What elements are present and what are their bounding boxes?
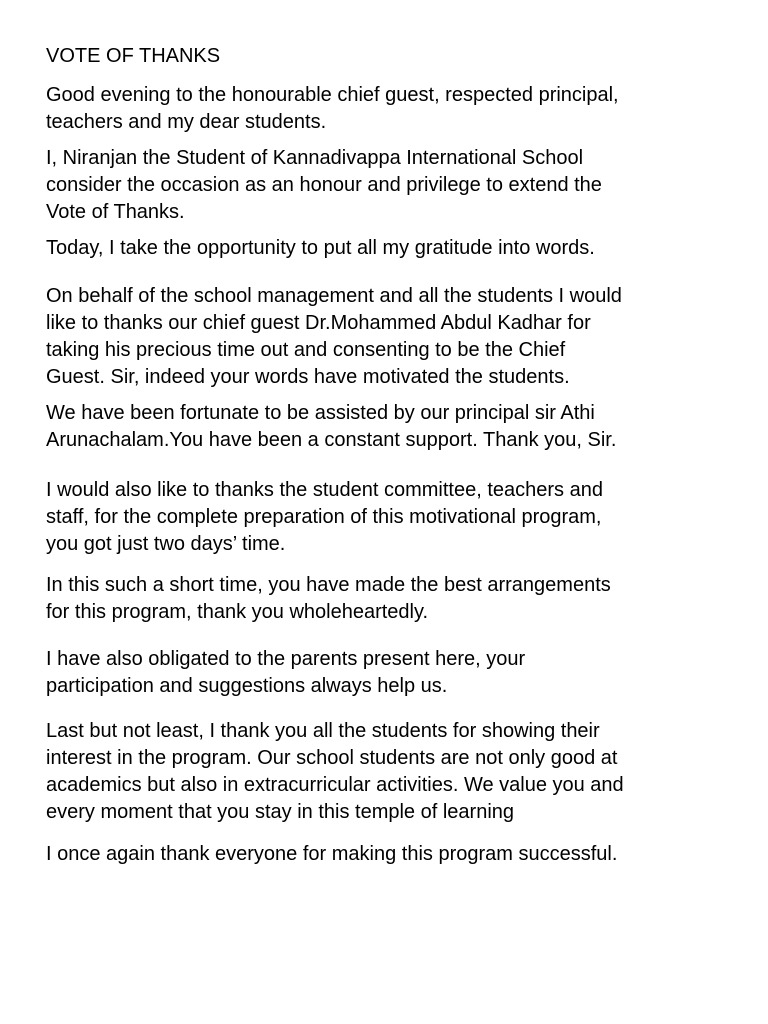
paragraph-line: I once again thank everyone for making this program successful. — [46, 843, 618, 865]
paragraph-line: you got just two days’ time. — [46, 533, 286, 555]
paragraph-line: We have been fortunate to be assisted by our principal sir Athi — [46, 402, 595, 424]
paragraph-line: like to thanks our chief guest Dr.Mohammed Abdul Kadhar for — [46, 312, 591, 334]
paragraph-line: academics but also in extracurricular activities. We value you and — [46, 774, 624, 796]
arrangements-paragraph — [46, 572, 746, 626]
greeting-paragraph — [46, 82, 746, 136]
chief-guest-paragraph — [46, 283, 746, 391]
paragraph-line: Guest. Sir, indeed your words have motivated the students. — [46, 366, 570, 388]
introduction-paragraph — [46, 145, 746, 226]
gratitude-paragraph — [46, 235, 746, 262]
paragraph-line: I would also like to thanks the student committee, teachers and — [46, 479, 603, 501]
committee-paragraph — [46, 477, 746, 558]
paragraph-line: On behalf of the school management and all the students I would — [46, 285, 622, 307]
parents-paragraph — [46, 646, 746, 700]
paragraph-line: I have also obligated to the parents present here, your — [46, 648, 526, 670]
paragraph-line: for this program, thank you wholeheartedly. — [46, 601, 429, 623]
students-paragraph — [46, 718, 746, 826]
paragraph-line: Vote of Thanks. — [46, 201, 185, 223]
principal-paragraph — [46, 400, 746, 454]
paragraph-line: consider the occasion as an honour and privilege to extend the — [46, 174, 602, 196]
document-title: VOTE OF THANKS — [46, 45, 221, 67]
paragraph-line: interest in the program. Our school students are not only good at — [46, 747, 618, 769]
paragraph-line: participation and suggestions always help us. — [46, 675, 448, 697]
paragraph-line: Last but not least, I thank you all the students for showing their — [46, 720, 600, 742]
paragraph-line: staff, for the complete preparation of this motivational program, — [46, 506, 602, 528]
paragraph-line: Today, I take the opportunity to put all my gratitude into words. — [46, 237, 595, 259]
closing-paragraph — [46, 841, 746, 868]
paragraph-line: taking his precious time out and consenting to be the Chief — [46, 339, 566, 361]
paragraph-line: Good evening to the honourable chief guest, respected principal, — [46, 84, 619, 106]
paragraph-line: every moment that you stay in this temple of learning — [46, 801, 515, 823]
paragraph-line: In this such a short time, you have made the best arrangements — [46, 574, 611, 596]
paragraph-line: I, Niranjan the Student of Kannadivappa International School — [46, 147, 584, 169]
paragraph-line: teachers and my dear students. — [46, 111, 327, 133]
paragraph-line: Arunachalam.You have been a constant support. Thank you, Sir. — [46, 429, 617, 451]
